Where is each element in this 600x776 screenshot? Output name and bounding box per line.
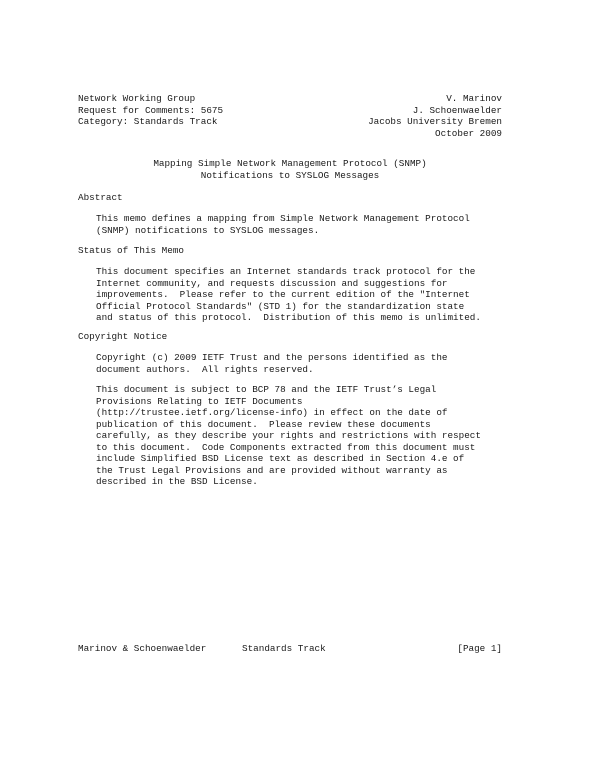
abstract-line: (SNMP) notifications to SYSLOG messages.: [96, 224, 320, 236]
header-row-4: [78, 128, 502, 140]
header-row-1: [78, 93, 502, 105]
document-title-line-1: Mapping Simple Network Management Protocol (SNMP): [153, 158, 427, 169]
status-heading: Status of This Memo: [78, 245, 185, 256]
header-row-2: [78, 105, 502, 117]
copyright-line: publication of this document. Please review these documents: [96, 418, 431, 430]
status-line: and status of this protocol. Distribution of this memo is unlimited.: [96, 312, 481, 323]
copyright-line: to this document. Code Components extracted from this document must: [96, 441, 476, 453]
copyright-line: carefully, as they describe your rights and restrictions with respect: [96, 430, 481, 441]
footer-page-number: [Page 1]: [457, 643, 502, 654]
status-line: Internet community, and requests discussion and suggestions for: [96, 277, 448, 289]
abstract-text: [96, 213, 506, 236]
copyright-line: include Simplified BSD License text as described in Section 4.e of: [96, 453, 465, 464]
header-right-4: October 2009: [435, 127, 502, 139]
header-row-3: [78, 116, 502, 128]
copyright-line: Provisions Relating to IETF Documents: [96, 395, 303, 407]
copyright-line: the Trust Legal Provisions and are provided without warranty as: [96, 464, 448, 476]
footer-authors: Marinov & Schoenwaelder: [78, 643, 207, 654]
header-right-1: V. Marinov: [446, 93, 502, 104]
copyright-line: described in the BSD License.: [96, 476, 258, 487]
status-line: This document specifies an Internet standards track protocol for the: [96, 266, 476, 277]
status-text: [96, 266, 506, 324]
footer-track: Standards Track: [242, 643, 326, 654]
page-footer: [78, 643, 502, 701]
abstract-heading: Abstract: [78, 192, 123, 203]
copyright-line: This document is subject to BCP 78 and the IETF Trust’s Legal: [96, 384, 437, 395]
document-title-line-2: Notifications to SYSLOG Messages: [200, 169, 380, 181]
copyright-para-1: [96, 352, 506, 375]
copyright-line: document authors. All rights reserved.: [96, 363, 314, 375]
status-line: Official Protocol Standards" (STD 1) for the standardization state: [96, 300, 465, 312]
header-right-3: Jacobs University Bremen: [368, 116, 502, 127]
header-left-2: Request for Comments: 5675: [78, 104, 224, 116]
header-left-1: Network Working Group: [78, 93, 196, 104]
copyright-heading: Copyright Notice: [78, 331, 168, 342]
copyright-line: Copyright (c) 2009 IETF Trust and the persons identified as the: [96, 352, 448, 363]
copyright-para-2: [96, 384, 506, 488]
header-left-3: Category: Standards Track: [78, 116, 218, 127]
header-right-2: J. Schoenwaelder: [412, 104, 502, 116]
status-line: improvements. Please refer to the current edition of the "Internet: [96, 289, 470, 300]
copyright-line: (http://trustee.ietf.org/license-info) in effect on the date of: [96, 407, 448, 418]
abstract-line: This memo defines a mapping from Simple Network Management Protocol: [96, 213, 470, 224]
